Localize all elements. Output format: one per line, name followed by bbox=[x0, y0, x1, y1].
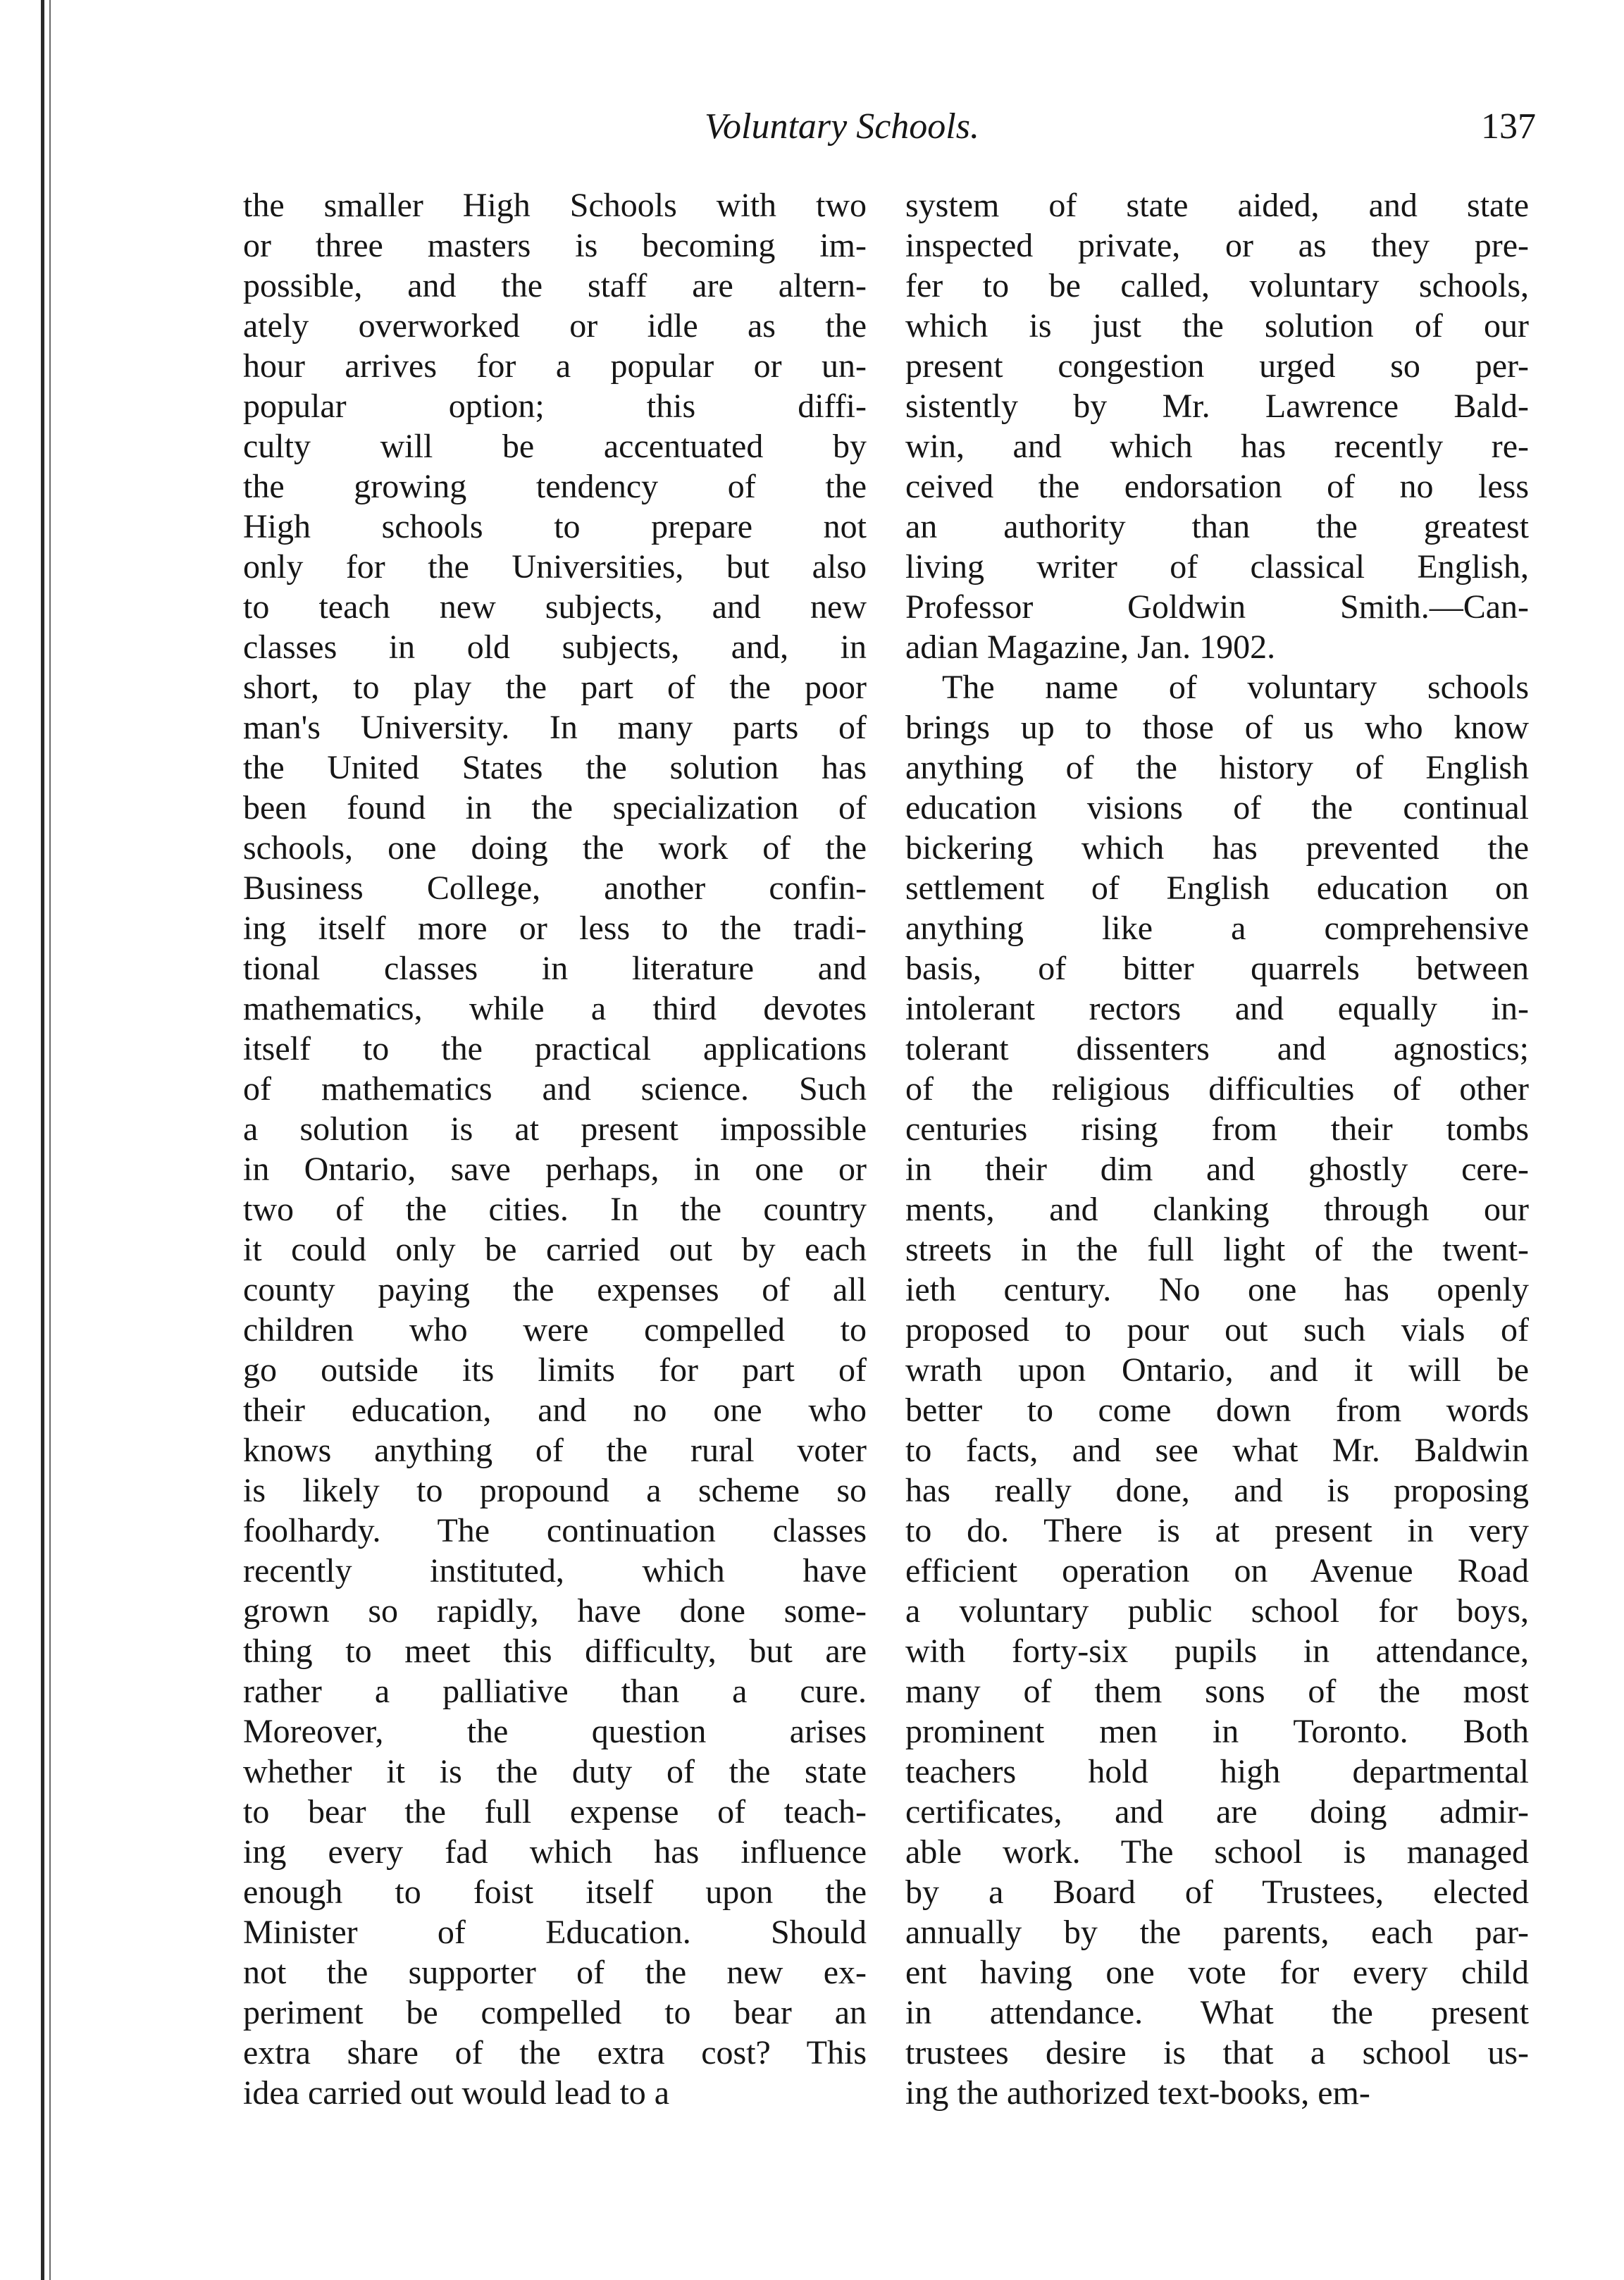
text-line: or three masters is becoming im- bbox=[243, 227, 867, 264]
text-line: county paying the expenses of all bbox=[243, 1271, 867, 1308]
text-line: has really done, and is proposing bbox=[905, 1472, 1529, 1509]
text-line: two of the cities. In the country bbox=[243, 1191, 867, 1228]
binding-edge bbox=[41, 0, 44, 2280]
text-line: present congestion urged so per- bbox=[905, 347, 1529, 385]
left-column bbox=[243, 185, 867, 2113]
text-line: been found in the specialization of bbox=[243, 789, 867, 826]
text-line: only for the Universities, but also bbox=[243, 548, 867, 586]
text-line: trustees desire is that a school us- bbox=[905, 2034, 1529, 2071]
text-line: ing itself more or less to the tradi- bbox=[243, 910, 867, 947]
text-line: in attendance. What the present bbox=[905, 1994, 1529, 2031]
text-line: Moreover, the question arises bbox=[243, 1713, 867, 1750]
text-line: education visions of the continual bbox=[905, 789, 1529, 826]
text-line: a solution is at present impossible bbox=[243, 1110, 867, 1148]
text-line: not the supporter of the new ex- bbox=[243, 1954, 867, 1991]
text-line: efficient operation on Avenue Road bbox=[905, 1552, 1529, 1590]
text-line: teachers hold high departmental bbox=[905, 1753, 1529, 1790]
text-line: the United States the solution has bbox=[243, 749, 867, 786]
text-line: High schools to prepare not bbox=[243, 508, 867, 545]
text-line: anything of the history of English bbox=[905, 749, 1529, 786]
text-line: ceived the endorsation of no less bbox=[905, 468, 1529, 505]
page-number: 137 bbox=[1481, 106, 1536, 147]
text-line: the smaller High Schools with two bbox=[243, 187, 867, 224]
text-line: hour arrives for a popular or un- bbox=[243, 347, 867, 385]
text-line: ieth century. No one has openly bbox=[905, 1271, 1529, 1308]
text-line: whether it is the duty of the state bbox=[243, 1753, 867, 1790]
text-line: classes in old subjects, and, in bbox=[243, 628, 867, 666]
text-line: win, and which has recently re- bbox=[905, 428, 1529, 465]
text-line: settlement of English education on bbox=[905, 869, 1529, 907]
text-line: annually by the parents, each par- bbox=[905, 1914, 1529, 1951]
text-line: better to come down from words bbox=[905, 1392, 1529, 1429]
text-line: which is just the solution of our bbox=[905, 307, 1529, 345]
text-line: many of them sons of the most bbox=[905, 1673, 1529, 1710]
text-line: ent having one vote for every child bbox=[905, 1954, 1529, 1991]
text-line: to do. There is at present in very bbox=[905, 1512, 1529, 1549]
text-line: prominent men in Toronto. Both bbox=[905, 1713, 1529, 1750]
text-line: ments, and clanking through our bbox=[905, 1191, 1529, 1228]
text-line: Professor Goldwin Smith.—Can- bbox=[905, 588, 1529, 626]
text-line: Business College, another confin- bbox=[243, 869, 867, 907]
text-line: thing to meet this difficulty, but are bbox=[243, 1632, 867, 1670]
text-line: tolerant dissenters and agnostics; bbox=[905, 1030, 1529, 1067]
text-line: idea carried out would lead to a bbox=[243, 2074, 670, 2112]
text-line: in Ontario, save perhaps, in one or bbox=[243, 1151, 867, 1188]
text-line: periment be compelled to bear an bbox=[243, 1994, 867, 2031]
text-line: adian Magazine, Jan. 1902. bbox=[905, 628, 1276, 666]
text-line: able work. The school is managed bbox=[905, 1833, 1529, 1871]
text-line: with forty-six pupils in attendance, bbox=[905, 1632, 1529, 1670]
binding-edge-inner bbox=[49, 0, 51, 2280]
text-line: bickering which has prevented the bbox=[905, 829, 1529, 867]
text-line: ing the authorized text-books, em- bbox=[905, 2074, 1370, 2112]
text-line: brings up to those of us who know bbox=[905, 709, 1529, 746]
text-line: schools, one doing the work of the bbox=[243, 829, 867, 867]
text-line: a voluntary public school for boys, bbox=[905, 1592, 1529, 1630]
text-line: knows anything of the rural voter bbox=[243, 1432, 867, 1469]
text-line: culty will be accentuated by bbox=[243, 428, 867, 465]
text-line: in their dim and ghostly cere- bbox=[905, 1151, 1529, 1188]
text-line: go outside its limits for part of bbox=[243, 1351, 867, 1389]
text-line: foolhardy. The continuation classes bbox=[243, 1512, 867, 1549]
text-line: inspected private, or as they pre- bbox=[905, 227, 1529, 264]
text-line: to teach new subjects, and new bbox=[243, 588, 867, 626]
text-line: the growing tendency of the bbox=[243, 468, 867, 505]
text-line: short, to play the part of the poor bbox=[243, 669, 867, 706]
text-line: ing every fad which has influence bbox=[243, 1833, 867, 1871]
text-line: fer to be called, voluntary schools, bbox=[905, 267, 1529, 304]
text-line: system of state aided, and state bbox=[905, 187, 1529, 224]
text-line: is likely to propound a scheme so bbox=[243, 1472, 867, 1509]
text-line: wrath upon Ontario, and it will be bbox=[905, 1351, 1529, 1389]
text-line: by a Board of Trustees, elected bbox=[905, 1873, 1529, 1911]
text-line: intolerant rectors and equally in- bbox=[905, 990, 1529, 1027]
text-line: of the religious difficulties of other bbox=[905, 1070, 1529, 1108]
text-line: possible, and the staff are altern- bbox=[243, 267, 867, 304]
text-line: tional classes in literature and bbox=[243, 950, 867, 987]
text-line: anything like a comprehensive bbox=[905, 910, 1529, 947]
running-title: Voluntary Schools. bbox=[705, 106, 979, 147]
text-line: centuries rising from their tombs bbox=[905, 1110, 1529, 1148]
text-line: sistently by Mr. Lawrence Bald- bbox=[905, 388, 1529, 425]
text-line: popular option; this diffi- bbox=[243, 388, 867, 425]
text-line: it could only be carried out by each bbox=[243, 1231, 867, 1268]
text-line: to facts, and see what Mr. Baldwin bbox=[905, 1432, 1529, 1469]
text-line: an authority than the greatest bbox=[905, 508, 1529, 545]
text-line: rather a palliative than a cure. bbox=[243, 1673, 867, 1710]
right-column bbox=[905, 185, 1529, 2113]
text-line: ately overworked or idle as the bbox=[243, 307, 867, 345]
text-line: their education, and no one who bbox=[243, 1392, 867, 1429]
text-line: certificates, and are doing admir- bbox=[905, 1793, 1529, 1830]
text-line: to bear the full expense of teach- bbox=[243, 1793, 867, 1830]
text-line: mathematics, while a third devotes bbox=[243, 990, 867, 1027]
text-line: man's University. In many parts of bbox=[243, 709, 867, 746]
text-line: enough to foist itself upon the bbox=[243, 1873, 867, 1911]
text-line: The name of voluntary schools bbox=[942, 669, 1529, 706]
text-line: recently instituted, which have bbox=[243, 1552, 867, 1590]
text-line: living writer of classical English, bbox=[905, 548, 1529, 586]
text-line: Minister of Education. Should bbox=[243, 1914, 867, 1951]
text-line: streets in the full light of the twent- bbox=[905, 1231, 1529, 1268]
text-line: children who were compelled to bbox=[243, 1311, 867, 1349]
text-line: basis, of bitter quarrels between bbox=[905, 950, 1529, 987]
text-line: itself to the practical applications bbox=[243, 1030, 867, 1067]
text-line: proposed to pour out such vials of bbox=[905, 1311, 1529, 1349]
text-line: grown so rapidly, have done some- bbox=[243, 1592, 867, 1630]
text-line: extra share of the extra cost? This bbox=[243, 2034, 867, 2071]
text-line: of mathematics and science. Such bbox=[243, 1070, 867, 1108]
